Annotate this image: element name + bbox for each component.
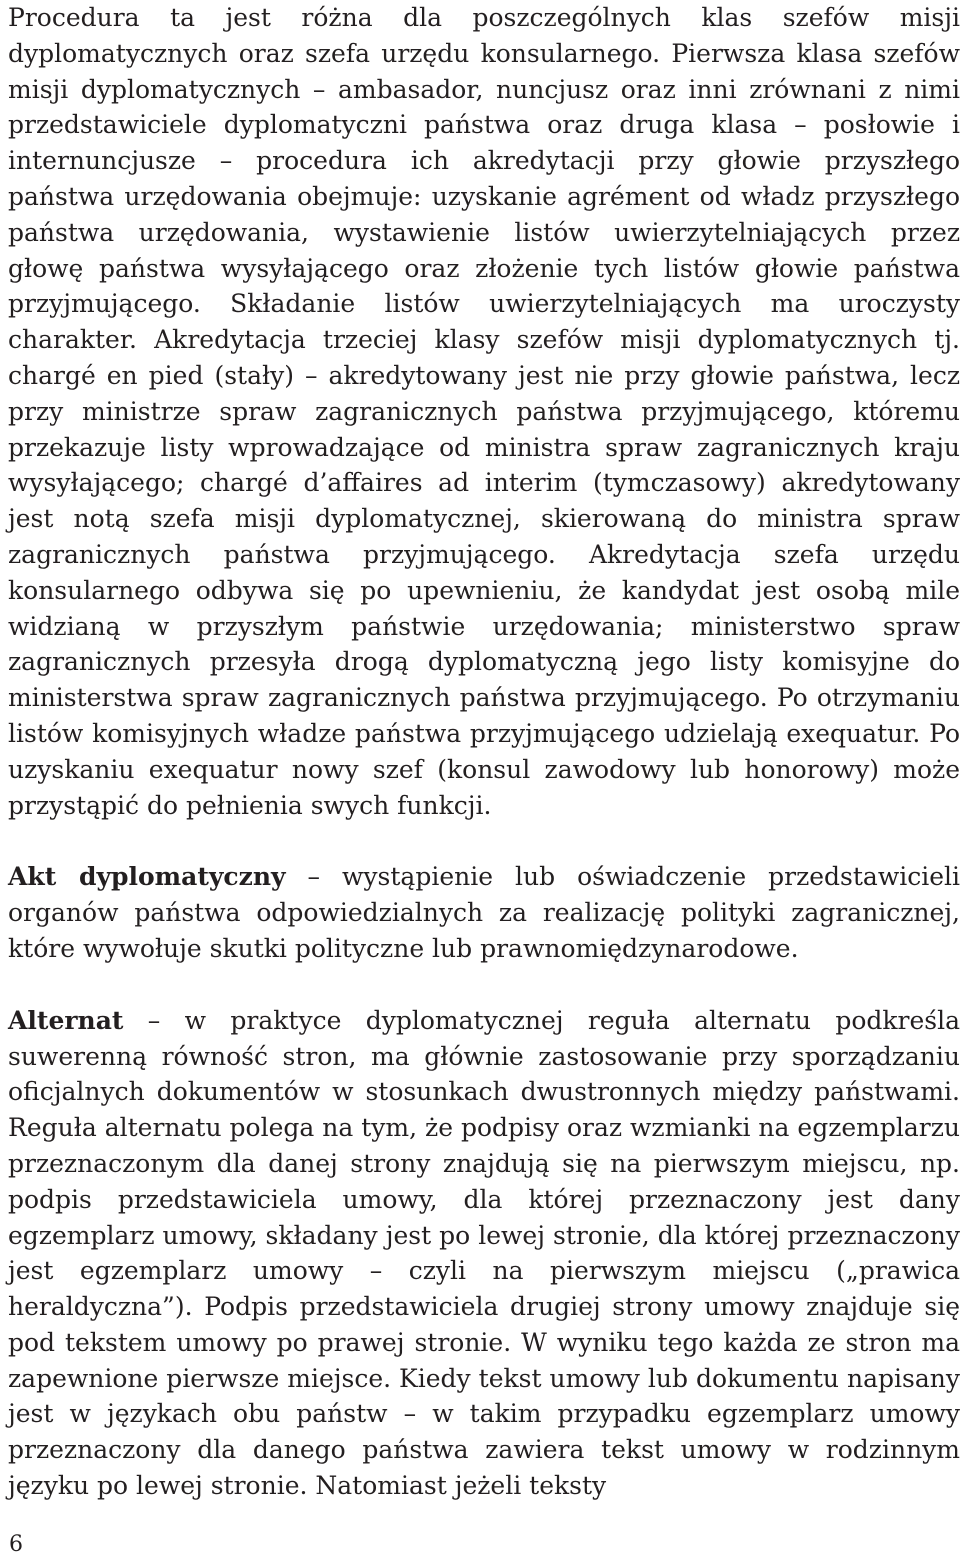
- document-body: [8, 0, 960, 1504]
- paragraph-akt-dyplomatyczny: [8, 859, 960, 966]
- definition-text: – w praktyce dyplomatycznej reguła alternatu podkreśla suwerenną równość stron, ma głównie zastosowanie przy sporządzaniu oficjalnych dokumentów w stosunkach dwustronnych między państwami. Reguła alternatu polega na tym, że podpisy oraz wzmianki na egzemplarzu przeznaczonym dla danej strony znajdują się na pierwszym miejscu, np. podpis przedstawiciela umowy, dla której przeznaczony jest dany egzemplarz umowy, składany jest po lewej stronie, dla której przeznaczony jest egzemplarz umowy – czyli na pierwszym miejscu („prawica heraldyczna”). Podpis przedstawiciela drugiej strony umowy znajduje się pod tekstem umowy po prawej stronie. W wyniku tego każda ze stron ma zapewnione pierwsze miejsce. Kiedy tekst umowy lub dokumentu napisany jest w językach obu państw – w takim przypadku egzemplarz umowy przeznaczony dla danego państwa zawiera tekst umowy w rodzinnym języku po lewej stronie. Natomiast jeżeli teksty: [8, 1005, 960, 1501]
- definition-term: Akt dyplomatyczny: [8, 862, 286, 892]
- definition-term: Alternat: [8, 1005, 124, 1035]
- paragraph-accreditation: [8, 0, 960, 823]
- definition-text: – wystąpienie lub oświadczenie przedstawicieli organów państwa odpowiedzialnych za realizację polityki zagranicznej, które wywołuje skutki polityczne lub prawnomiędzynarodowe.: [8, 862, 960, 963]
- page-number: 6: [9, 1532, 23, 1557]
- paragraph-alternat: [8, 1003, 960, 1504]
- paragraph-text: Procedura ta jest różna dla poszczególnych klas szefów misji dyplomatycznych oraz szefa urzędu konsularnego. Pierwsza klasa szefów misji dyplomatycznych – ambasador, nuncjusz oraz inni zrównani z nimi przedstawiciele dyplomatyczni państwa oraz druga klasa – posłowie i internuncjusze – procedura ich akredytacji przy głowie przyszłego państwa urzędowania obejmuje: uzyskanie agrément od władz przyszłego państwa urzędowania, wystawienie listów uwierzytelniających przez głowę państwa wysyłającego oraz złożenie tych listów głowie państwa przyjmującego. Składanie listów uwierzytelniających ma uroczysty charakter. Akredytacja trzeciej klasy szefów misji dyplomatycznych tj. chargé en pied (stały) – akredytowany jest nie przy głowie państwa, lecz przy ministrze spraw zagranicznych państwa przyjmującego, któremu przekazuje listy wprowadzające od ministra spraw zagranicznych kraju wysyłającego; chargé d’affaires ad interim (tymczasowy) akredytowany jest notą szefa misji dyplomatycznej, skierowaną do ministra spraw zagranicznych państwa przyjmującego. Akredytacja szefa urzędu konsularnego odbywa się po upewnieniu, że kandydat jest osobą mile widzianą w przyszłym państwie urzędowania; ministerstwo spraw zagranicznych przesyła drogą dyplomatyczną jego listy komisyjne do ministerstwa spraw zagranicznych państwa przyjmującego. Po otrzymaniu listów komisyjnych władze państwa przyjmującego udzielają exequatur. Po uzyskaniu exequatur nowy szef (konsul zawodowy lub honorowy) może przystąpić do pełnienia swych funkcji.: [8, 3, 960, 820]
